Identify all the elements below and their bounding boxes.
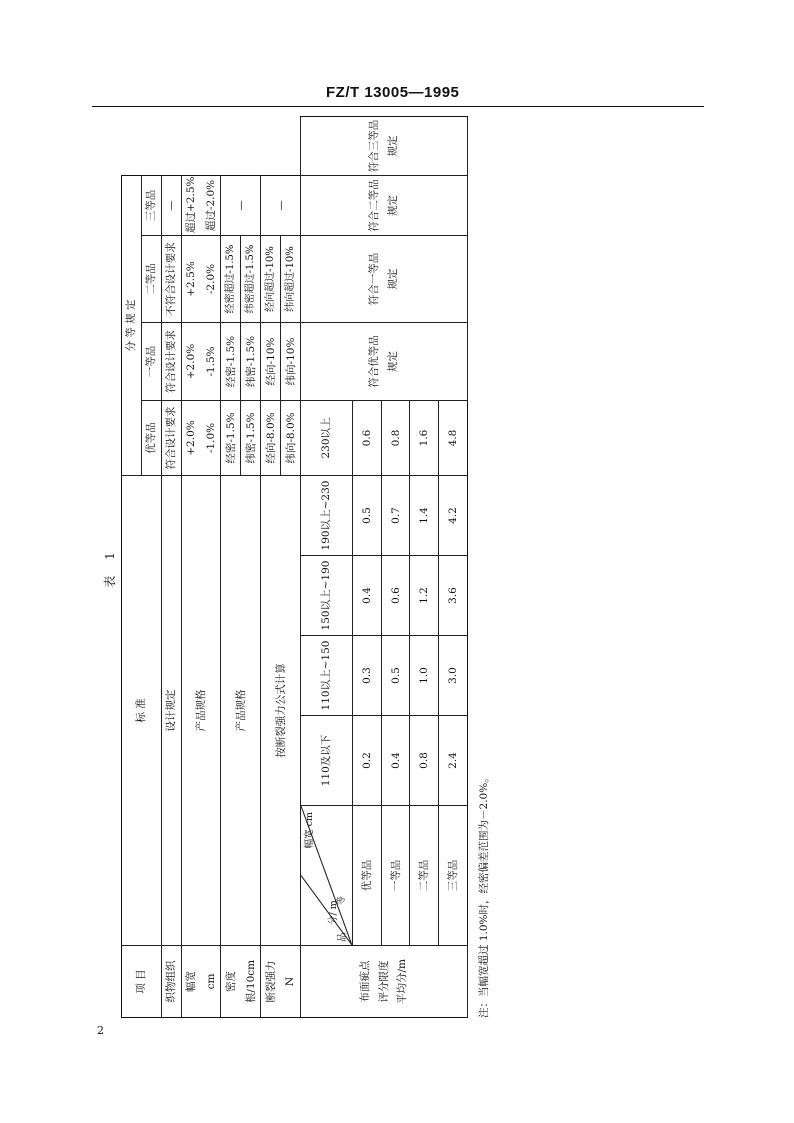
value-cell: 符合设计要求	[161, 401, 181, 476]
item-defects-line: 平均分/m	[396, 959, 409, 1004]
value-cell: 纬向-10%	[281, 323, 301, 401]
width-range: 190以上~230	[301, 476, 353, 556]
value-cell: 经向-8.0%	[261, 401, 281, 476]
value-cell: 经向-10%	[261, 323, 281, 401]
rotated-table-frame	[103, 116, 490, 1018]
value-cell: +2.0%	[181, 401, 201, 476]
item-defects-line: 布面疵点	[358, 960, 371, 1003]
item-density-unit: 根/10cm	[241, 946, 261, 1018]
table-caption: 表 1	[103, 546, 117, 588]
value-cell: 超过-2.0%	[201, 175, 221, 235]
value-cell: -1.0%	[201, 401, 221, 476]
table-note: 注：当幅宽超过 1.0%时，经密偏差范围为－2.0%。	[478, 772, 490, 1018]
standard-organization: 设计规定	[161, 476, 181, 946]
value-cell: 经向超过-10%	[261, 236, 281, 323]
defects-grade-text: 规定	[387, 195, 399, 216]
item-width: 幅宽	[181, 946, 201, 1018]
score-cell: 0.5	[381, 636, 410, 716]
score-cell: 0.3	[352, 636, 381, 716]
defects-grade-3	[301, 175, 468, 235]
value-cell: 纬密超过-1.5%	[241, 236, 261, 323]
item-defects	[301, 946, 468, 1018]
score-cell: 0.7	[381, 476, 410, 556]
value-cell: 符合设计要求	[161, 323, 181, 401]
value-cell: 纬密-1.5%	[241, 401, 261, 476]
grade-name: 三等品	[439, 806, 468, 946]
diagonal-header-cell	[301, 806, 353, 946]
width-range: 110及以下	[301, 716, 353, 806]
grade-name: 一等品	[381, 806, 410, 946]
item-width-unit: cm	[201, 946, 221, 1018]
score-cell: 0.4	[381, 716, 410, 806]
value-cell: 纬密-1.5%	[241, 323, 261, 401]
defects-grade-text: 符合优等品	[368, 335, 381, 388]
row-strength-a	[261, 117, 281, 1018]
row-organization	[161, 117, 181, 1018]
page-number: 2	[97, 1024, 104, 1037]
score-cell: 3.0	[439, 636, 468, 716]
width-range: 150以上~190	[301, 556, 353, 636]
defects-grade-4	[301, 117, 468, 176]
item-defects-line: 评分限度	[377, 960, 390, 1003]
grade-name: 优等品	[352, 806, 381, 946]
value-cell: +2.5%	[181, 236, 201, 323]
value-cell: 经密-1.5%	[221, 323, 241, 401]
header-standard: 标 准	[122, 476, 162, 946]
header-grading: 分 等 规 定	[122, 175, 142, 475]
row-defects-header	[301, 117, 353, 1018]
score-cell: 0.2	[352, 716, 381, 806]
score-cell: 0.8	[381, 401, 410, 476]
value-cell: 经密-1.5%	[221, 401, 241, 476]
header-grade-1: 优等品	[141, 401, 161, 476]
standard-strength: 按断裂强力公式计算	[261, 476, 301, 946]
defects-grade-2	[301, 236, 468, 323]
value-cell: -1.5%	[201, 323, 221, 401]
value-cell: —	[261, 175, 301, 235]
defects-grade-text: 规定	[387, 351, 399, 372]
header-row-1	[122, 117, 142, 1018]
diag-grade-label: 品	[337, 932, 349, 942]
score-cell: 1.0	[410, 636, 439, 716]
score-cell: 3.6	[439, 556, 468, 636]
score-cell: 4.2	[439, 476, 468, 556]
value-cell: —	[161, 175, 181, 235]
header-grade-2: 一等品	[141, 323, 161, 401]
value-cell: 纬向-8.0%	[281, 401, 301, 476]
score-cell: 0.5	[352, 476, 381, 556]
score-cell: 1.6	[410, 401, 439, 476]
standard-density: 产品规格	[221, 476, 261, 946]
standard-width: 产品规格	[181, 476, 221, 946]
rotated-table-area	[103, 116, 490, 1018]
defects-grade-text: 规定	[387, 268, 399, 290]
score-cell: 1.2	[410, 556, 439, 636]
item-strength: 断裂强力	[261, 946, 281, 1018]
row-density-a	[221, 117, 241, 1018]
header-rule	[92, 106, 704, 107]
header-grade-4: 三等品	[141, 175, 161, 235]
width-range: 230以上	[301, 401, 353, 476]
defects-grade-text: 符合三等品	[368, 119, 381, 173]
defects-grade-1	[301, 323, 468, 401]
score-cell: 2.4	[439, 716, 468, 806]
standard-code: FZ/T 13005—1995	[326, 84, 460, 101]
value-cell: 纬向超过-10%	[281, 236, 301, 323]
score-cell: 0.4	[352, 556, 381, 636]
item-organization: 织物组织	[161, 946, 181, 1018]
score-cell: 1.4	[410, 476, 439, 556]
score-cell: 4.8	[439, 401, 468, 476]
value-cell: —	[221, 175, 261, 235]
item-strength-unit: N	[281, 946, 301, 1018]
score-cell: 0.8	[410, 716, 439, 806]
row-width-a	[181, 117, 201, 1018]
header-item: 项 目	[122, 946, 162, 1018]
value-cell: -2.0%	[201, 236, 221, 323]
value-cell: 经密超过-1.5%	[221, 236, 241, 323]
value-cell: 超过+2.5%	[181, 175, 201, 235]
grade-name: 二等品	[410, 806, 439, 946]
diag-width-label: 幅宽 cm	[304, 812, 316, 849]
score-cell: 0.6	[381, 556, 410, 636]
score-cell: 0.6	[352, 401, 381, 476]
defects-grade-text: 符合二等品	[368, 179, 381, 232]
header-grade-3: 二等品	[141, 236, 161, 323]
value-cell: +2.0%	[181, 323, 201, 401]
width-range: 110以上~150	[301, 636, 353, 716]
defects-grade-text: 符合一等品	[368, 252, 381, 306]
item-density: 密度	[221, 946, 241, 1018]
grading-table	[121, 116, 468, 1018]
diag-score-label: 分/ m	[328, 900, 340, 925]
value-cell: 不符合设计要求	[161, 236, 181, 323]
diag-grade-label-2: 等	[337, 895, 348, 905]
defects-grade-text: 规定	[387, 135, 399, 157]
